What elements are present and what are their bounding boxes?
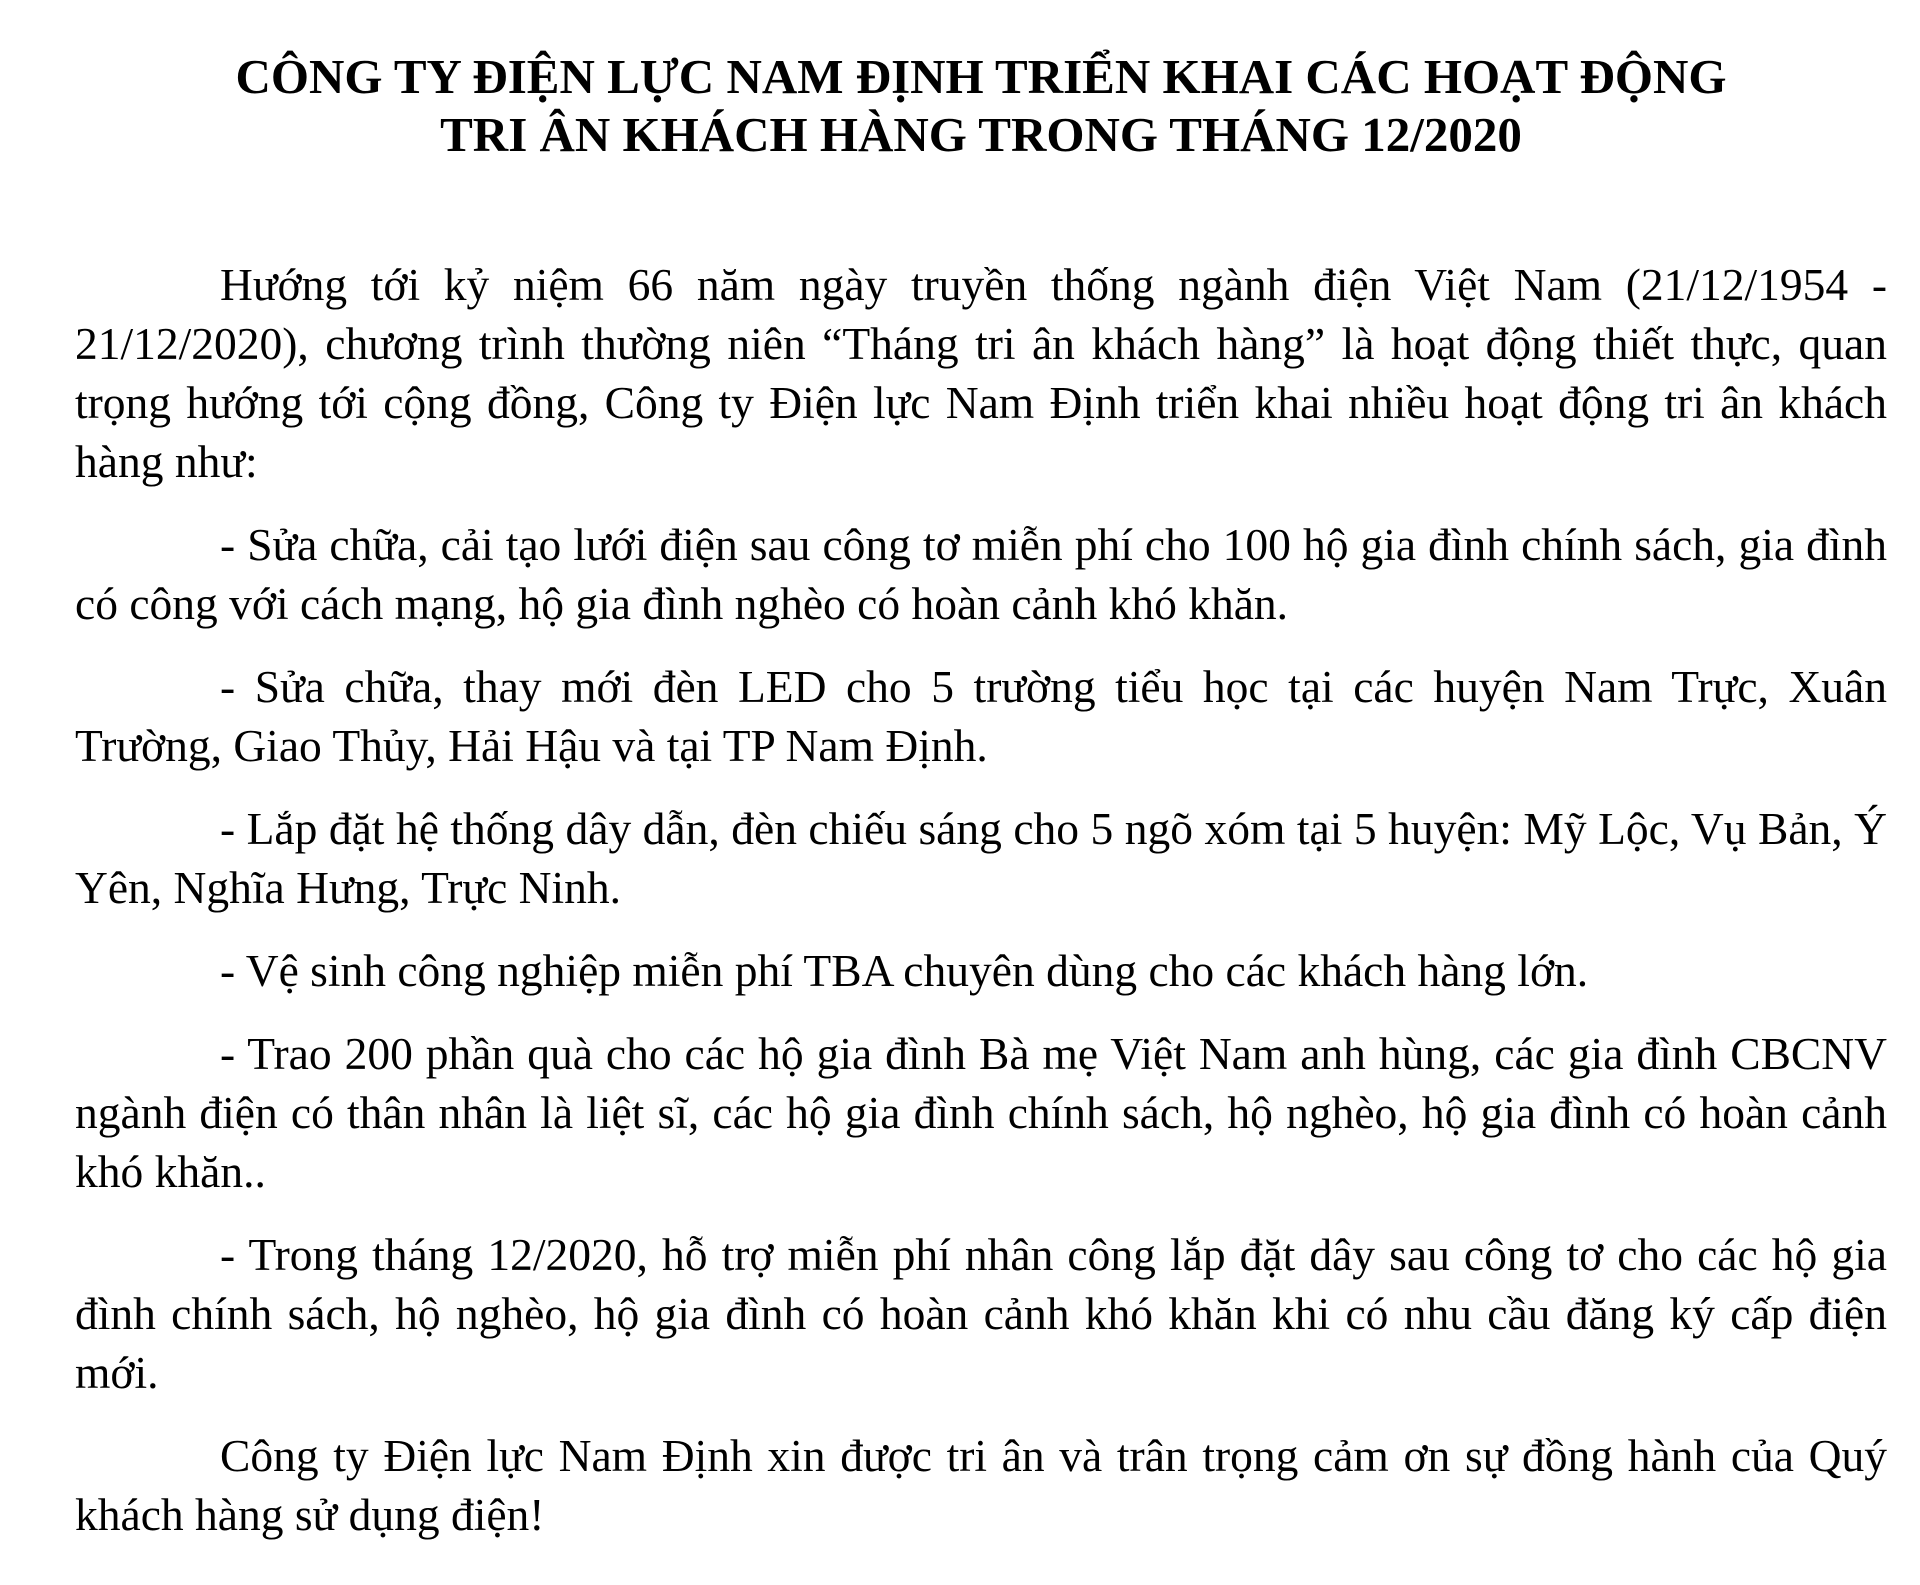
document-title bbox=[75, 48, 1887, 164]
intro-paragraph: Hướng tới kỷ niệm 66 năm ngày truyền thống ngành điện Việt Nam (21/12/1954 - 21/12/2020), chương trình thường niên “Tháng tri ân khách hàng” là hoạt động thiết thực, quan trọng hướng tới cộng đồng, Công ty Điện lực Nam Định triển khai nhiều hoạt động tri ân khách hàng như: bbox=[75, 259, 1887, 487]
title-line-1: CÔNG TY ĐIỆN LỰC NAM ĐỊNH TRIỂN KHAI CÁC HOẠT ĐỘNG bbox=[235, 49, 1727, 104]
activity-item: - Sửa chữa, cải tạo lưới điện sau công tơ miễn phí cho 100 hộ gia đình chính sách, gia đình có công với cách mạng, hộ gia đình nghèo có hoàn cảnh khó khăn. bbox=[75, 519, 1887, 629]
activity-item: - Vệ sinh công nghiệp miễn phí TBA chuyên dùng cho các khách hàng lớn. bbox=[220, 945, 1589, 996]
document-body bbox=[75, 255, 1887, 1568]
activity-item: - Trao 200 phần quà cho các hộ gia đình Bà mẹ Việt Nam anh hùng, các gia đình CBCNV ngành điện có thân nhân là liệt sĩ, các hộ gia đình chính sách, hộ nghèo, hộ gia đình có hoàn cảnh khó khăn.. bbox=[75, 1028, 1887, 1197]
title-line-2: TRI ÂN KHÁCH HÀNG TRONG THÁNG 12/2020 bbox=[440, 107, 1522, 162]
closing-paragraph: Công ty Điện lực Nam Định xin được tri ân và trân trọng cảm ơn sự đồng hành của Quý khách hàng sử dụng điện! bbox=[75, 1430, 1887, 1540]
activity-item: - Trong tháng 12/2020, hỗ trợ miễn phí nhân công lắp đặt dây sau công tơ cho các hộ gia đình chính sách, hộ nghèo, hộ gia đình có hoàn cảnh khó khăn khi có nhu cầu đăng ký cấp điện mới. bbox=[75, 1229, 1887, 1398]
activity-item: - Sửa chữa, thay mới đèn LED cho 5 trường tiểu học tại các huyện Nam Trực, Xuân Trường, Giao Thủy, Hải Hậu và tại TP Nam Định. bbox=[75, 661, 1887, 771]
activity-item: - Lắp đặt hệ thống dây dẫn, đèn chiếu sáng cho 5 ngõ xóm tại 5 huyện: Mỹ Lộc, Vụ Bản, Ý Yên, Nghĩa Hưng, Trực Ninh. bbox=[75, 803, 1887, 913]
